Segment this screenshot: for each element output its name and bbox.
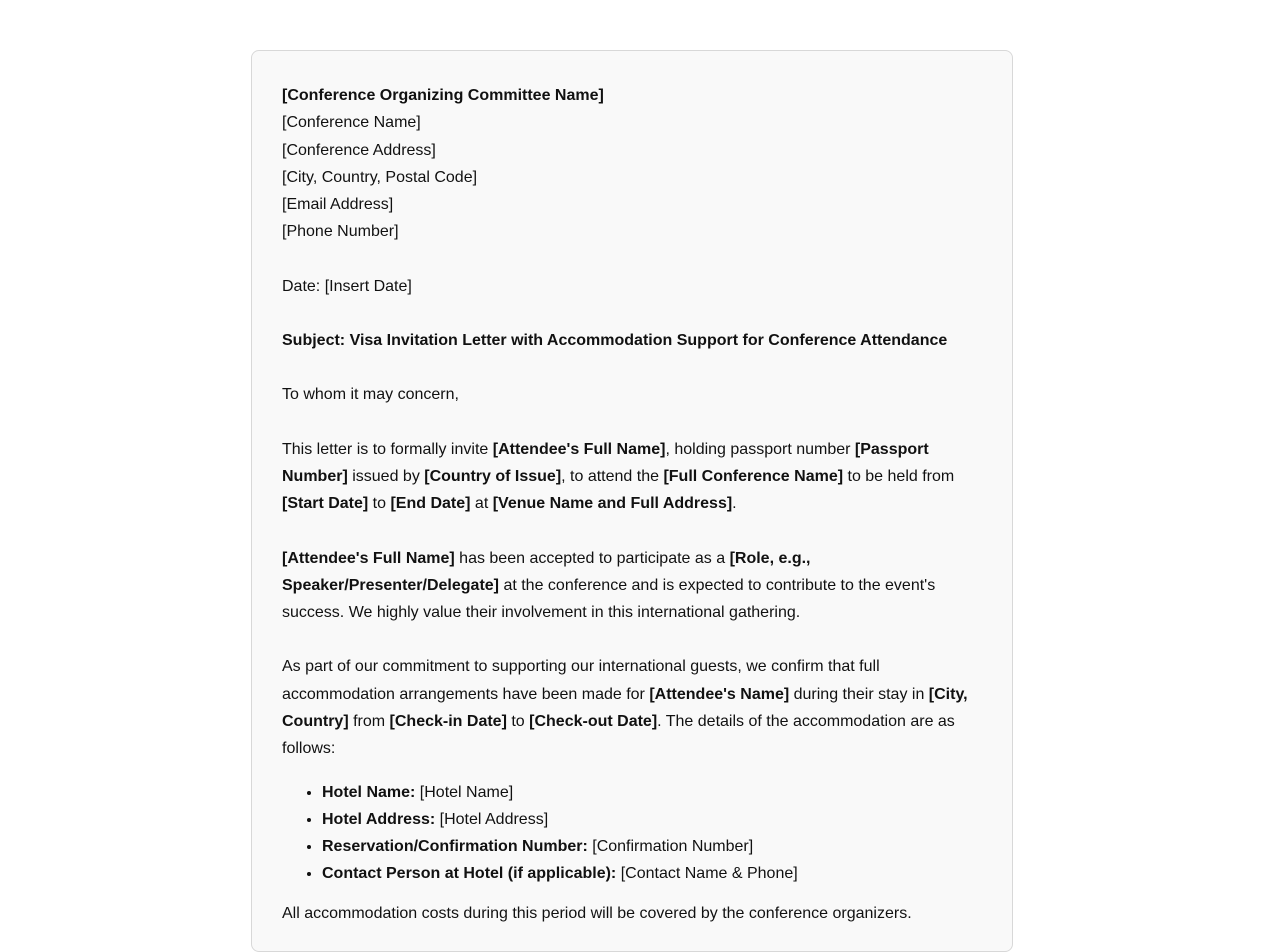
sender-block — [282, 82, 982, 246]
costs-paragraph: All accommodation costs during this period will be covered by the conference organizers. — [282, 905, 912, 923]
attendee-name-placeholder: [Attendee's Full Name] — [492, 440, 666, 458]
sender-address: [Conference Address] — [282, 141, 436, 159]
sender-committee: [Conference Organizing Committee Name] — [282, 87, 604, 104]
role-placeholder: [Role, e.g., Speaker/Presenter/Delegate] — [282, 549, 811, 594]
venue-placeholder: [Venue Name and Full Address] — [492, 495, 733, 513]
text: during their stay in — [789, 685, 929, 703]
sender-phone: [Phone Number] — [282, 223, 399, 241]
list-item-value: [Hotel Name] — [415, 783, 514, 801]
list-item-label: Reservation/Confirmation Number: — [322, 837, 588, 855]
list-item-value: [Confirmation Number] — [587, 837, 754, 855]
subject-line: Subject: Visa Invitation Letter with Accommodation Support for Conference Attendance — [282, 332, 948, 350]
sender-city: [City, Country, Postal Code] — [282, 168, 478, 186]
list-item-value: [Contact Name & Phone] — [616, 864, 798, 882]
text: to — [506, 713, 530, 731]
attendee-name-placeholder: [Attendee's Full Name] — [282, 549, 455, 567]
invitation-paragraph — [282, 436, 982, 518]
text: , to attend the — [561, 467, 664, 485]
sender-email: [Email Address] — [282, 196, 394, 214]
passport-number-placeholder: [Passport Number] — [282, 440, 929, 485]
list-item-value: [Hotel Address] — [435, 810, 549, 828]
text: at the conference and is expected to contribute to the event's success. We highly value their involvement in this international gathering. — [282, 576, 936, 622]
sender-conference-name: [Conference Name] — [282, 114, 421, 132]
text: . The details of the accommodation are as follows: — [282, 713, 955, 758]
text: has been accepted to participate as a — [454, 549, 730, 567]
date-line: Date: [Insert Date] — [282, 277, 412, 295]
start-date-placeholder: [Start Date] — [282, 495, 369, 513]
attendee-name-placeholder: [Attendee's Name] — [649, 685, 790, 703]
check-in-placeholder: [Check-in Date] — [389, 713, 507, 731]
end-date-placeholder: [End Date] — [390, 495, 471, 513]
letter-body — [282, 51, 982, 927]
accommodation-details-list — [282, 779, 982, 887]
text: to — [368, 495, 391, 513]
list-item — [322, 779, 982, 806]
check-out-placeholder: [Check-out Date] — [529, 713, 658, 731]
text: . — [732, 495, 737, 513]
city-country-placeholder: [City, Country] — [282, 685, 968, 731]
list-item-label: Contact Person at Hotel (if applicable): — [322, 864, 617, 882]
text: to be held from — [843, 467, 955, 485]
list-item — [322, 833, 982, 860]
accommodation-paragraph — [282, 653, 982, 762]
text: , holding passport number — [665, 440, 855, 458]
text: This letter is to formally invite — [282, 440, 493, 458]
list-item — [322, 806, 982, 833]
conference-name-placeholder: [Full Conference Name] — [663, 467, 844, 485]
text: at — [470, 495, 493, 513]
spacer — [282, 246, 982, 273]
letter-document — [251, 50, 1013, 952]
list-item — [322, 860, 982, 887]
role-paragraph — [282, 545, 982, 627]
salutation: To whom it may concern, — [282, 386, 459, 404]
text: issued by — [347, 467, 425, 485]
text: As part of our commitment to supporting our international guests, we confirm that full accommodation arrangements have been made for — [282, 658, 880, 703]
country-of-issue-placeholder: [Country of Issue] — [424, 467, 562, 485]
list-item-label: Hotel Address: — [322, 810, 436, 828]
text: from — [348, 713, 390, 731]
list-item-label: Hotel Name: — [322, 783, 416, 801]
